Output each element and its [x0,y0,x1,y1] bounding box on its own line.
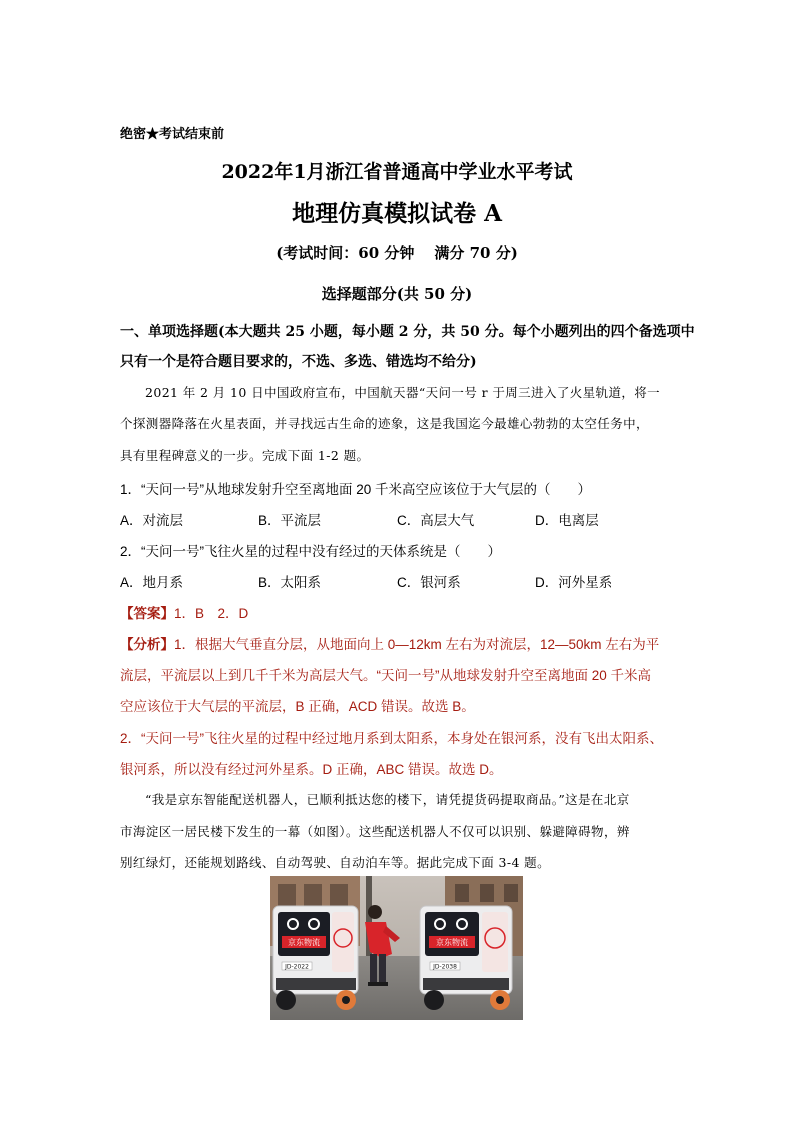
answer-label: 【答案】 [120,606,174,621]
analysis-line: 空应该位于大气层的平流层，B 正确，ACD 错误。故选 B。 [120,699,475,714]
analysis-line [120,633,659,653]
question-1-option-c: C．高层大气 [397,513,475,528]
question-2-option-a: A．地月系 [120,575,184,590]
question-2-option-b: B．太阳系 [258,575,322,590]
answer-line [120,602,248,622]
section-instruction-line2: 只有一个是符合题目要求的，不选、多选、错选均不给分) [120,354,477,370]
robot1-brand-label: 京东物流 [288,938,320,947]
confidential-mark: 绝密★考试结束前 [120,127,225,142]
question-1-stem: 1．“天问一号”从地球发射升空至离地面 20 千米高空应该位于大气层的（ ） [120,482,592,497]
exam-time: (考试时间：60 分钟 [276,244,415,262]
delivery-robot-photo [270,876,523,1020]
passage2-line: 市海淀区一居民楼下发生的一幕（如图）。这些配送机器人不仅可以识别、躲避障碍物，辨 [120,824,630,839]
analysis-line: 流层，平流层以上到几千千米为高层大气。“天问一号”从地球发射升空至离地面 20 千米高 [120,668,652,683]
analysis-text: 1．根据大气垂直分层，从地面向上 0—12km 左右为对流层，12—50km 左右为平 [174,637,660,652]
answer-text: 1．B 2．D [174,606,249,621]
section-instruction-line1: 一、单项选择题(本大题共 25 小题，每小题 2 分，共 50 分。每个小题列出的四个备选项中 [120,324,695,340]
question-1-option-d: D．电离层 [535,513,599,528]
analysis-line: 银河系，所以没有经过河外星系。D 正确，ABC 错误。故选 D。 [120,762,503,777]
question-2-option-d: D．河外星系 [535,575,613,590]
analysis-label: 【分析】 [120,637,174,652]
question-1-option-a: A．对流层 [120,513,184,528]
part-heading: 选择题部分(共 50 分) [321,285,473,303]
exam-title: 2022年1月浙江省普通高中学业水平考试 [221,161,573,183]
passage2-line: “我是京东智能配送机器人，已顺利抵达您的楼下，请凭提货码提取商品。”这是在北京 [145,792,630,807]
robot2-id-plate: JD-2038 [433,963,457,971]
passage1-line: 具有里程碑意义的一步。完成下面 1-2 题。 [120,448,370,463]
passage2-line: 别红绿灯，还能规划路线、自动驾驶、自动泊车等。据此完成下面 3-4 题。 [120,855,550,870]
robot1-id-plate: JD-2022 [285,963,309,971]
robot2-brand-label: 京东物流 [436,938,468,947]
analysis-line: 2．“天问一号”飞往火星的过程中经过地月系到太阳系，本身处在银河系，没有飞出太阳系、 [120,731,663,746]
passage1-line: 2021 年 2 月 10 日中国政府宣布，中国航天器“天问一号 r 于周三进入了火星轨道，将一 [145,385,661,400]
exam-subtitle: 地理仿真模拟试卷 A [292,200,502,227]
question-2-option-c: C．银河系 [397,575,461,590]
passage1-line: 个探测器降落在火星表面，并寻找远古生命的迹象，这是我国迄今最雄心勃勃的太空任务中， [120,416,649,431]
exam-time-score [0,242,794,263]
exam-score: 满分 70 分) [434,244,518,262]
question-1-option-b: B．平流层 [258,513,322,528]
question-2-stem: 2．“天问一号”飞往火星的过程中没有经过的天体系统是（ ） [120,544,501,559]
